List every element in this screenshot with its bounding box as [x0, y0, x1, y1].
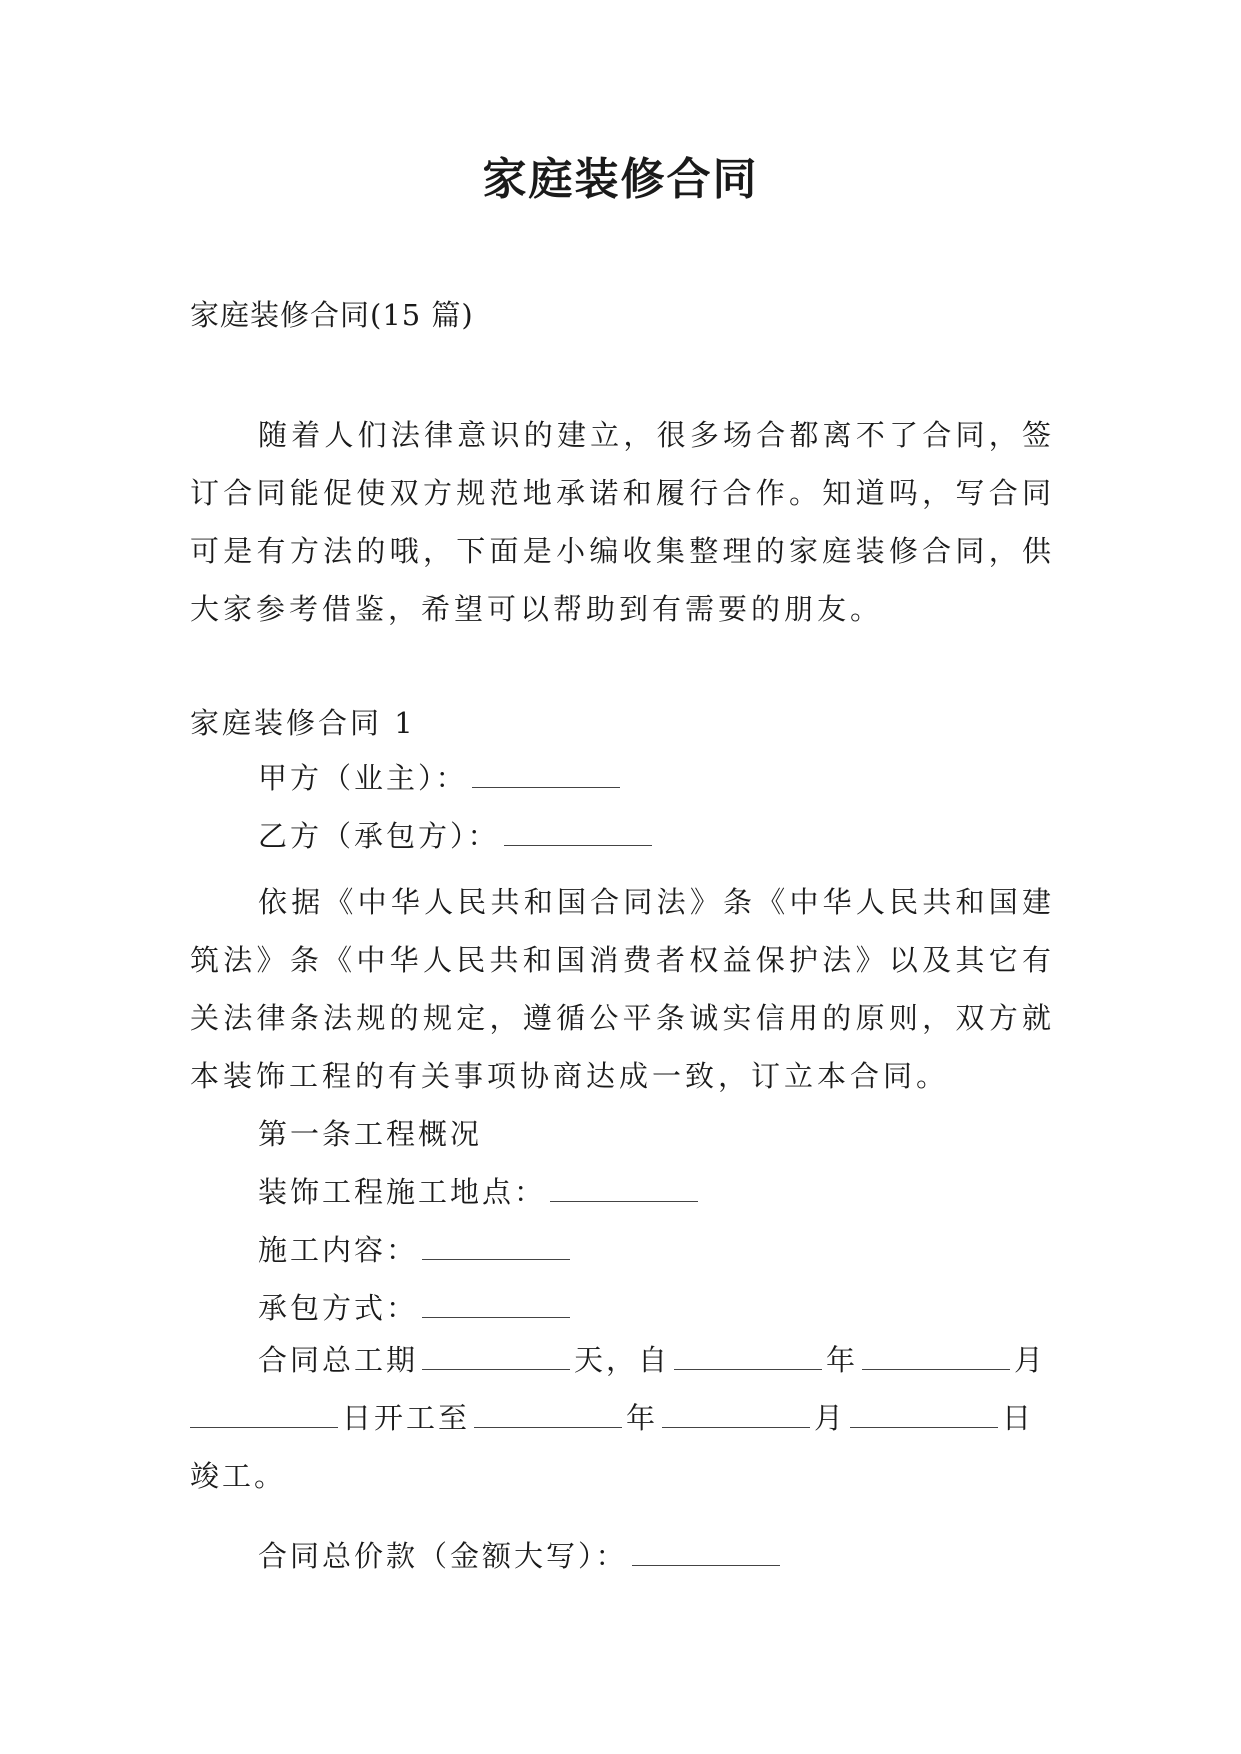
contract-mode-label: 承包方式： — [258, 1291, 419, 1325]
end-year-blank[interactable] — [474, 1399, 622, 1428]
document-title: 家庭装修合同 — [482, 154, 759, 205]
party-a-line — [258, 758, 624, 798]
intro-paragraph: 随着人们法律意识的建立，很多场合都离不了合同，签订合同能促使双方规范地承诺和履行合作。知道吗，写合同可是有方法的哦，下面是小编收集整理的家庭装修合同，供大家参考借鉴，希望可以帮助到有需要的朋友。 — [190, 418, 1055, 626]
total-price-label: 合同总价款（金额大写）： — [258, 1539, 628, 1573]
start-year-label: 年 — [826, 1343, 859, 1377]
start-year-blank[interactable] — [674, 1341, 822, 1370]
site-line — [258, 1172, 702, 1212]
content-label: 施工内容： — [258, 1233, 419, 1267]
party-b-line — [258, 816, 656, 856]
end-month-blank[interactable] — [662, 1399, 810, 1428]
end-year-label: 年 — [626, 1401, 659, 1435]
total-price-line — [258, 1536, 784, 1576]
document-subtitle: 家庭装修合同(15 篇) — [190, 298, 474, 332]
start-day-label: 日开工至 — [342, 1401, 471, 1435]
start-month-label: 月 — [1014, 1343, 1047, 1377]
period-prefix: 合同总工期 — [258, 1343, 419, 1377]
period-days-blank[interactable] — [422, 1341, 570, 1370]
end-month-label: 月 — [814, 1401, 847, 1435]
legal-basis-paragraph: 依据《中华人民共和国合同法》条《中华人民共和国建筑法》条《中华人民共和国消费者权益保护法》以及其它有关法律条法规的规定，遵循公平条诚实信用的原则，双方就本装饰工程的有关事项协商达成一致，订立本合同。 — [190, 885, 1055, 1093]
start-day-blank[interactable] — [190, 1399, 338, 1428]
contract-mode-blank[interactable] — [422, 1289, 570, 1318]
content-line — [258, 1230, 574, 1270]
start-month-blank[interactable] — [862, 1341, 1010, 1370]
party-a-blank[interactable] — [472, 759, 620, 788]
end-day-blank[interactable] — [850, 1399, 998, 1428]
site-blank[interactable] — [550, 1173, 698, 1202]
content-blank[interactable] — [422, 1231, 570, 1260]
party-b-blank[interactable] — [504, 817, 652, 846]
period-days-label: 天，自 — [574, 1343, 671, 1377]
contract-mode-line — [258, 1288, 574, 1328]
end-day-label: 日竣工。 — [190, 1401, 1035, 1493]
period-paragraph — [190, 1331, 1055, 1505]
party-b-label: 乙方（承包方）： — [258, 819, 500, 853]
party-a-label: 甲方（业主）： — [258, 761, 468, 795]
section-heading: 家庭装修合同 1 — [190, 706, 416, 740]
total-price-blank[interactable] — [632, 1537, 780, 1566]
article-1-heading: 第一条工程概况 — [258, 1117, 483, 1151]
site-label: 装饰工程施工地点： — [258, 1175, 547, 1209]
